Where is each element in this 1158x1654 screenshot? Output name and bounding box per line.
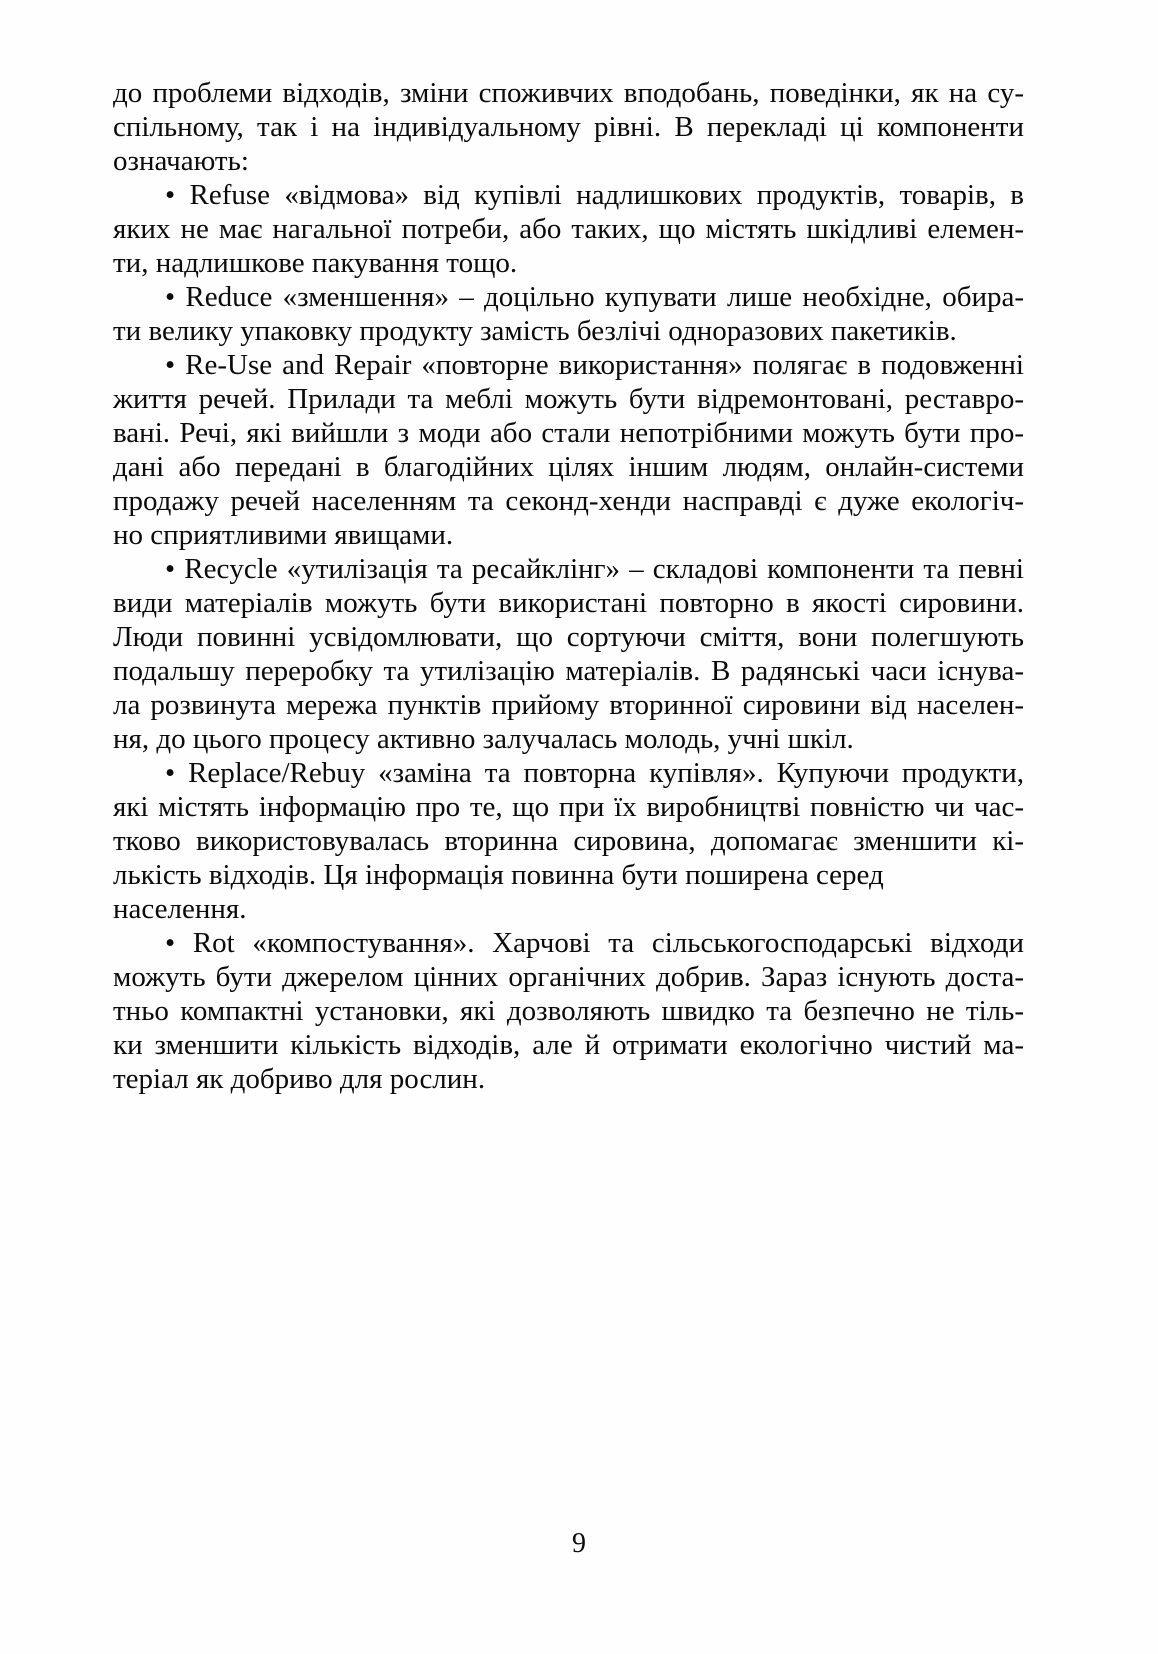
text-line: можуть бути джерелом цінних органічних добрив. Зараз існують доста-: [113, 961, 1024, 993]
text-line: вані. Речі, які вийшли з моди або стали непотрібними можуть бути про-: [113, 417, 1024, 449]
text-line: спільному, так і на індивідуальному рівні. В перекладі ці компоненти: [113, 111, 1024, 143]
text-line: які містять інформацію про те, що при їх виробництві повністю чи час-: [113, 791, 1024, 823]
text-line: яких не має нагальної потреби, або таких, що містять шкідливі елемен-: [113, 213, 1024, 245]
text-line: Люди повинні усвідомлювати, що сортуючи сміття, вони полегшують: [113, 621, 1024, 653]
text-line: подальшу переробку та утилізацію матеріалів. В радянські часи існува-: [113, 655, 1024, 687]
text-line: дані або передані в благодійних цілях іншим людям, онлайн-системи: [113, 451, 1024, 483]
text-line: ла розвинута мережа пунктів прийому вторинної сировини від населен-: [113, 689, 1024, 721]
text-line: • Reduce «зменшення» – доцільно купувати лише необхідне, обира-: [165, 281, 1024, 313]
text-line: ки зменшити кількість відходів, але й отримати екологічно чистий ма-: [113, 1029, 1024, 1061]
text-line: ти велику упаковку продукту замість безлічі одноразових пакетиків.: [113, 315, 957, 347]
page-text: [113, 76, 1024, 1096]
text-line: • Rot «компостування». Харчові та сільськогосподарські відходи: [165, 927, 1024, 959]
text-line: • Recycle «утилізація та ресайклінг» – складові компоненти та певні: [165, 553, 1024, 585]
text-line: тково використовувалась вторинна сировина, допомагає зменшити кі-: [113, 825, 1024, 857]
text-line: продажу речей населенням та секонд-хенди насправді є дуже екологіч-: [113, 485, 1024, 517]
text-line: теріал як добриво для рослин.: [113, 1063, 486, 1095]
text-line: но сприятливими явищами.: [113, 519, 454, 551]
text-line: • Re-Use and Repair «повторне використання» полягає в подовженні: [165, 349, 1024, 381]
text-line: до проблеми відходів, зміни споживчих вподобань, поведінки, як на су-: [113, 77, 1024, 109]
text-line: ня, до цього процесу активно залучалась молодь, учні шкіл.: [113, 723, 854, 755]
text-line: лькість відходів. Ця інформація повинна бути поширена серед населення.: [113, 859, 884, 925]
text-line: життя речей. Прилади та меблі можуть бути відремонтовані, реставро-: [113, 383, 1024, 415]
text-line: тньо компактні установки, які дозволяють швидко та безпечно не тіль-: [113, 995, 1024, 1027]
text-line: ти, надлишкове пакування тощо.: [113, 247, 518, 279]
text-line: • Replace/Rebuy «заміна та повторна купівля». Купуючи продукти,: [165, 757, 1024, 789]
text-line: означають:: [113, 145, 249, 177]
text-line: види матеріалів можуть бути використані повторно в якості сировини.: [113, 587, 1024, 619]
text-line: • Refuse «відмова» від купівлі надлишкових продуктів, товарів, в: [165, 179, 1024, 211]
page-number: 9: [572, 1528, 586, 1559]
